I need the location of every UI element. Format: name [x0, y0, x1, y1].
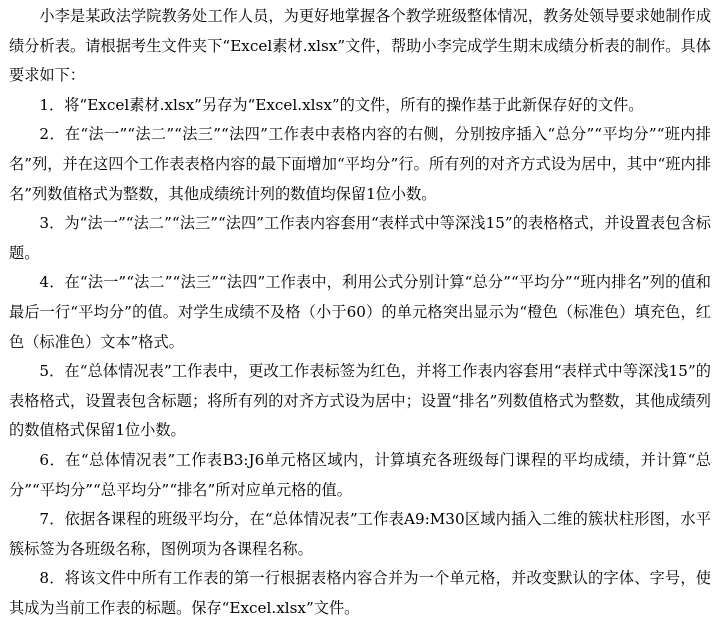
- step-1: 1．将“Excel素材.xlsx”另存为“Excel.xlsx”的文件，所有的操作基于此新保存好的文件。: [39, 95, 644, 114]
- step-3: 3．为“法一”“法二”“法三”“法四”工作表内容套用“表样式中等深浅15”的表格格式，并设置表包含标题。: [9, 214, 711, 262]
- step-6: 6．在“总体情况表”工作表B3:J6单元格区域内，计算填充各班级每门课程的平均成绩，并计算“总分”“平均分”“总平均分”“排名”所对应单元格的值。: [9, 450, 711, 499]
- step-4: 4．在“法一”“法二”“法三”“法四”工作表中，利用公式分别计算“总分”“平均分”“班内排名”列的值和最后一行“平均分”的值。对学生成绩不及格（小于60）的单元格突出显示为“橙色（标准色）填充色，红色（标准色）文本”格式。: [9, 273, 711, 351]
- step-7: 7．依据各课程的班级平均分，在“总体情况表”工作表A9:M30区域内插入二维的簇状柱形图，水平簇标签为各班级名称，图例项为各课程名称。: [9, 510, 711, 558]
- intro-paragraph: 小李是某政法学院教务处工作人员，为更好地掌握各个教学班级整体情况，教务处领导要求她制作成绩分析表。请根据考生文件夹下“Excel素材.xlsx”文件，帮助小李完成学生期末成绩分析表的制作。具体要求如下：: [9, 7, 711, 85]
- step-5: 5．在“总体情况表”工作表中，更改工作表标签为红色，并将工作表内容套用“表样式中等深浅15”的表格格式，设置表包含标题；将所有列的对齐方式设为居中；设置“排名”列数值格式为整数，其他成绩列的数值格式保留1位小数。: [9, 362, 711, 440]
- step-2: 2．在“法一”“法二”“法三”“法四”工作表中表格内容的右侧，分别按序插入“总分”“平均分”“班内排名”列，并在这四个工作表表格内容的最下面增加“平均分”行。所有列的对齐方式设为居中，其中“班内排名”列数值格式为整数，其他成绩统计列的数值均保留1位小数。: [9, 125, 711, 203]
- step-8: 8．将该文件中所有工作表的第一行根据表格内容合并为一个单元格，并改变默认的字体、字号，使其成为当前工作表的标题。保存“Excel.xlsx”文件。: [9, 569, 711, 617]
